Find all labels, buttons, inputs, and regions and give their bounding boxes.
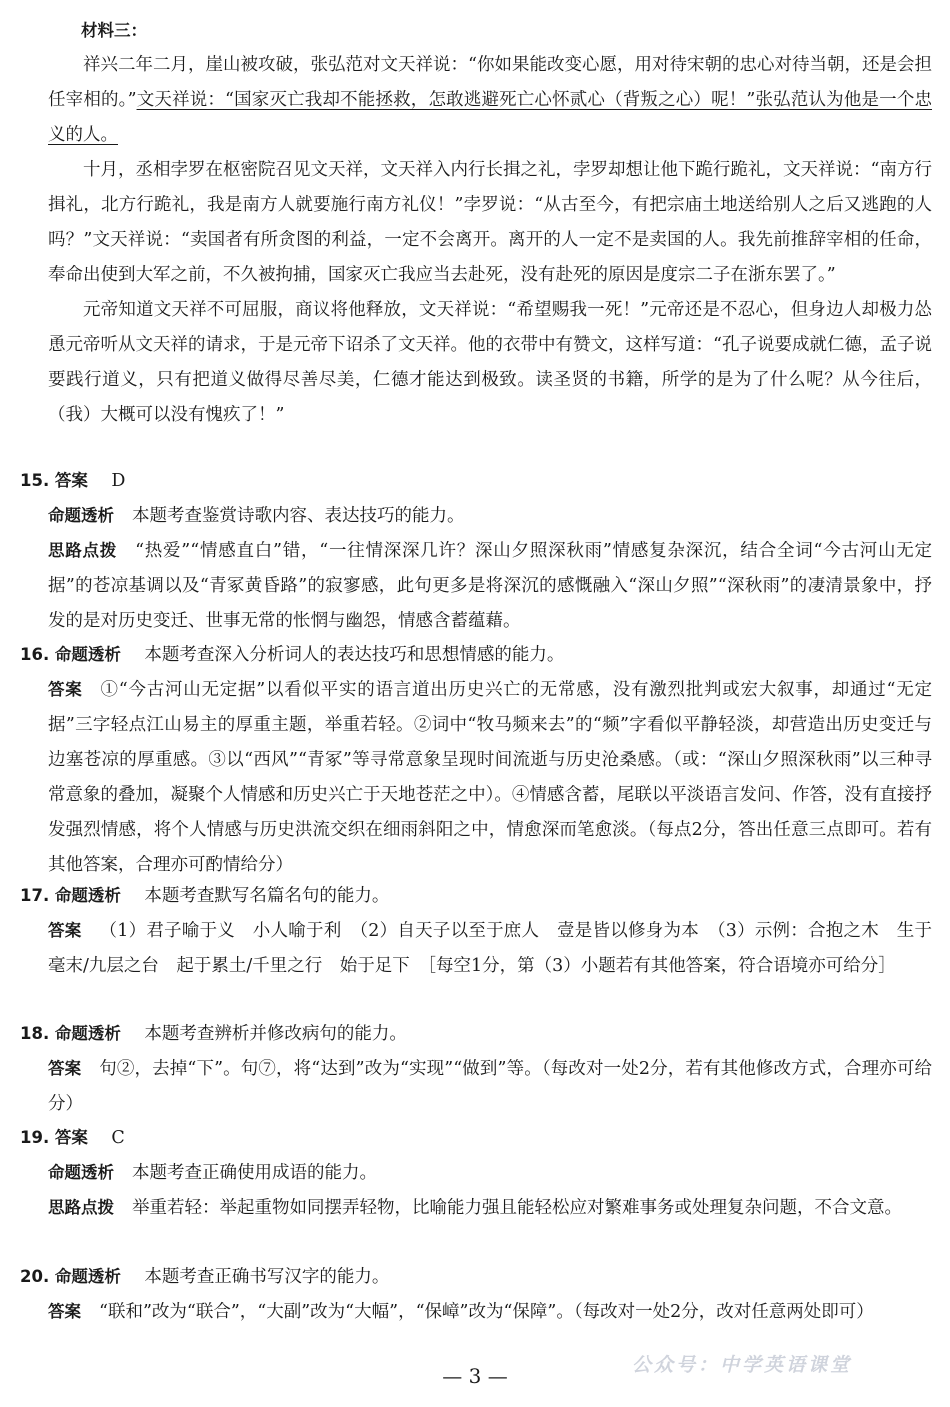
answer-label: 答案 <box>48 1059 82 1078</box>
analysis-label: 命题透析 <box>54 1267 121 1286</box>
material-3-section <box>48 13 932 433</box>
answer-label: 答案 <box>48 680 83 699</box>
q19-analysis: 本题考查正确使用成语的能力。 <box>132 1163 377 1183</box>
q19-answer-row <box>20 1120 932 1156</box>
answer-label: 答案 <box>54 1128 88 1147</box>
q15-hint: “热爱”“情感直白”错，“一往情深深几许？深山夕照深秋雨”情感复杂深沉，结合全词“今古河山无定据”的苍凉基调以及“青冢黄昏路”的寂寥感，此句更多是将深沉的感慨融入“深山夕照”“深秋雨”的凄清景象中，抒发的是对历史变迁、世事无常的怅惘与幽怨，情感含蓄蕴藉。 <box>48 541 933 631</box>
watermark: 公众号：中学英语课堂 <box>632 1354 853 1376</box>
q15-answer-row <box>20 463 932 499</box>
q17-analysis: 本题考查默写名篇名句的能力。 <box>144 886 390 906</box>
q16-number: 16. <box>20 645 50 664</box>
q20-answer: “联和”改为“联合”，“大副”改为“大幅”，“保嶂”改为“保障”。（每改对一处2分，改对任意两处即可） <box>99 1302 874 1322</box>
material-3-paragraph-1 <box>48 48 932 153</box>
q17-analysis-row <box>20 878 932 914</box>
material-3-heading: 材料三： <box>81 21 147 40</box>
material-3-paragraph-1-text: 祥兴二年二月，崖山被攻破，张弘范对文天祥说：“你如果能改变心愿，用对待宋朝的忠心对待当朝，还是会担任宰相的。” <box>48 55 932 110</box>
q15-number: 15. <box>20 471 50 490</box>
q17-number: 17. <box>20 886 50 905</box>
q15-answer: D <box>111 471 126 491</box>
material-3-paragraph-3: 元帝知道文天祥不可屈服，商议将他释放，文天祥说：“希望赐我一死！”元帝还是不忍心，但身边人却极力怂恿元帝听从文天祥的请求，于是元帝下诏杀了文天祥。他的衣带中有赞文，这样写道：“孔子说要成就仁德，孟子说要践行道义，只有把道义做得尽善尽美，仁德才能达到极致。读圣贤的书籍，所学的是为了什么呢？从今往后，（我）大概可以没有愧疚了！” <box>48 300 932 425</box>
q17-answer-row <box>48 913 932 984</box>
q16-answer: ①“今古河山无定据”以看似平实的语言道出历史兴亡的无常感，没有激烈批判或宏大叙事，却通过“无定据”三字轻点江山易主的厚重主题，举重若轻。②词中“牧马频来去”的“频”字看似平静轻淡，却营造出历史变迁与边塞苍凉的厚重感。③以“西风”“青冢”等寻常意象呈现时间流逝与历史沧桑感。（或：“深山夕照深秋雨”以三种寻常意象的叠加，凝聚个人情感和历史兴亡于天地苍茫之中）。④情感含蓄，尾联以平淡语言发问、作答，没有直接抒发强烈情感，将个人情感与历史洪流交织在细雨斜阳之中，情愈深而笔愈淡。（每点2分，答出任意三点即可。若有其他答案，合理亦可酌情给分） <box>48 680 933 875</box>
page-number: — 3 — <box>442 1364 508 1388</box>
q16-analysis: 本题考查深入分析词人的表达技巧和思想情感的能力。 <box>144 645 565 665</box>
q18-analysis: 本题考查辨析并修改病句的能力。 <box>144 1024 407 1044</box>
q20-answer-row <box>48 1294 932 1330</box>
hint-label: 思路点拨 <box>48 1198 114 1217</box>
q18-analysis-row <box>20 1016 932 1052</box>
analysis-label: 命题透析 <box>54 1024 121 1043</box>
q19-hint: 举重若轻：举起重物如同摆弄轻物，比喻能力强且能轻松应对繁难事务或处理复杂问题，不合文意。 <box>132 1198 902 1218</box>
material-3-underlined-text: 文天祥说：“国家灭亡我却不能拯救，怎敢逃避死亡心怀贰心（背叛之心）呢！”张弘范认为他是一个忠义的人。 <box>48 90 933 145</box>
hint-label: 思路点拨 <box>48 541 118 560</box>
material-3-paragraph-2: 十月，丞相孛罗在枢密院召见文天祥，文天祥入内行长揖之礼，孛罗却想让他下跪行跪礼，文天祥说：“南方行揖礼，北方行跪礼，我是南方人就要施行南方礼仪！”孛罗说：“从古至今，有把宗庙土地送给别人之后又逃跑的人吗？”文天祥说：“卖国者有所贪图的利益，一定不会离开。离开的人一定不是卖国的人。我先前推辞宰相的任命，奉命出使到大军之前，不久被拘捕，国家灭亡我应当去赴死，没有赴死的原因是度宗二子在浙东罢了。” <box>48 160 932 285</box>
q19-analysis-row <box>48 1155 932 1191</box>
q20-number: 20. <box>20 1267 50 1286</box>
q17-answer: （1）君子喻于义 小人喻于利 （2）自天子以至于庶人 壹是皆以修身为本 （3）示例：合抱之木 生于毫末/九层之台 起于累土/千里之行 始于足下 ［每空1分，第（3）小题若有其他答案，符合语境亦可给分］ <box>48 921 932 976</box>
q15-analysis: 本题考查鉴赏诗歌内容、表达技巧的能力。 <box>132 506 465 526</box>
q19-number: 19. <box>20 1128 50 1147</box>
q16-analysis-row <box>20 637 932 673</box>
analysis-label: 命题透析 <box>54 645 121 664</box>
analysis-label: 命题透析 <box>48 506 114 525</box>
answer-label: 答案 <box>48 1302 81 1321</box>
q15-hint-row <box>48 533 932 639</box>
q18-number: 18. <box>20 1024 50 1043</box>
analysis-label: 命题透析 <box>48 1163 114 1182</box>
q18-answer-row <box>48 1051 932 1122</box>
q20-analysis-row <box>20 1259 932 1295</box>
q20-analysis: 本题考查正确书写汉字的能力。 <box>144 1267 390 1287</box>
q19-hint-row <box>48 1190 932 1226</box>
analysis-label: 命题透析 <box>54 886 121 905</box>
q19-answer: C <box>111 1128 125 1148</box>
q16-answer-row <box>48 672 932 883</box>
q15-analysis-row <box>48 498 932 534</box>
answer-label: 答案 <box>54 471 88 490</box>
answer-label: 答案 <box>48 921 82 940</box>
q18-answer: 句②，去掉“下”。句⑦，将“达到”改为“实现”“做到”等。（每改对一处2分，若有其他修改方式，合理亦可给分） <box>48 1059 933 1114</box>
